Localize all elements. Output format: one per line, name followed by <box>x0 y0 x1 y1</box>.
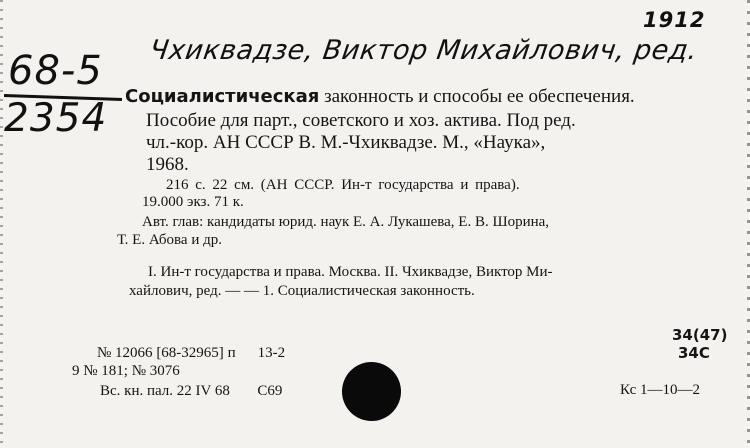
punch-hole <box>342 362 401 421</box>
title-bold: Социалистическая <box>125 86 320 107</box>
chamber-date: Вс. кн. пал. 22 IV 68 <box>100 383 230 399</box>
card-set-code: Кс 1—10—2 <box>620 382 701 398</box>
physical-description: 216 с. 22 см. (АН СССР. Ин-т государства и права). <box>166 177 520 193</box>
card-edge-left <box>0 0 3 448</box>
chapter-authors-line1: Авт. глав: кандидаты юрид. наук Е. А. Лукашева, Е. В. Шорина, <box>142 214 550 230</box>
classification-code-2: 34С <box>678 344 710 362</box>
chamber-code: С69 <box>257 383 283 399</box>
tracing-line1: I. Ин-т государства и права. Москва. II. Чхиквадзе, Виктор Ми- <box>148 264 553 280</box>
reg-number: № 12066 <box>97 345 153 361</box>
subtitle-line: Пособие для парт., советского и хоз. актива. Под ред. <box>146 110 576 131</box>
publication-year: 1968. <box>146 154 189 175</box>
reg-extra: 13-2 <box>257 345 286 361</box>
book-chamber-line <box>100 383 282 400</box>
reg-code: [68-32965] <box>156 345 224 361</box>
editor-publisher-line: чл.-кор. АН СССР В. М.-Чхиквадзе. М., «Наука», <box>146 132 546 153</box>
registration-line <box>97 345 285 362</box>
classification-code-1: 34(47) <box>672 326 728 344</box>
chapter-authors-line2: Т. Е. Абова и др. <box>117 232 222 248</box>
handwritten-year: 1912 <box>643 8 706 32</box>
title-rest: законность и способы ее обеспечения. <box>324 86 635 107</box>
book-numbers-line: 9 № 181; № 3076 <box>72 363 180 379</box>
reg-suffix: п <box>227 345 236 361</box>
print-run-price: 19.000 экз. 71 к. <box>142 194 244 210</box>
call-number-bottom: 2354 <box>4 96 108 141</box>
title-line <box>125 86 635 108</box>
handwritten-author-heading: Чхиквадзе, Виктор Михайлович, ред. <box>147 35 700 66</box>
call-number-top: 68-5 <box>8 48 103 94</box>
tracing-line2: хайлович, ред. — — 1. Социалистическая законность. <box>129 283 475 299</box>
